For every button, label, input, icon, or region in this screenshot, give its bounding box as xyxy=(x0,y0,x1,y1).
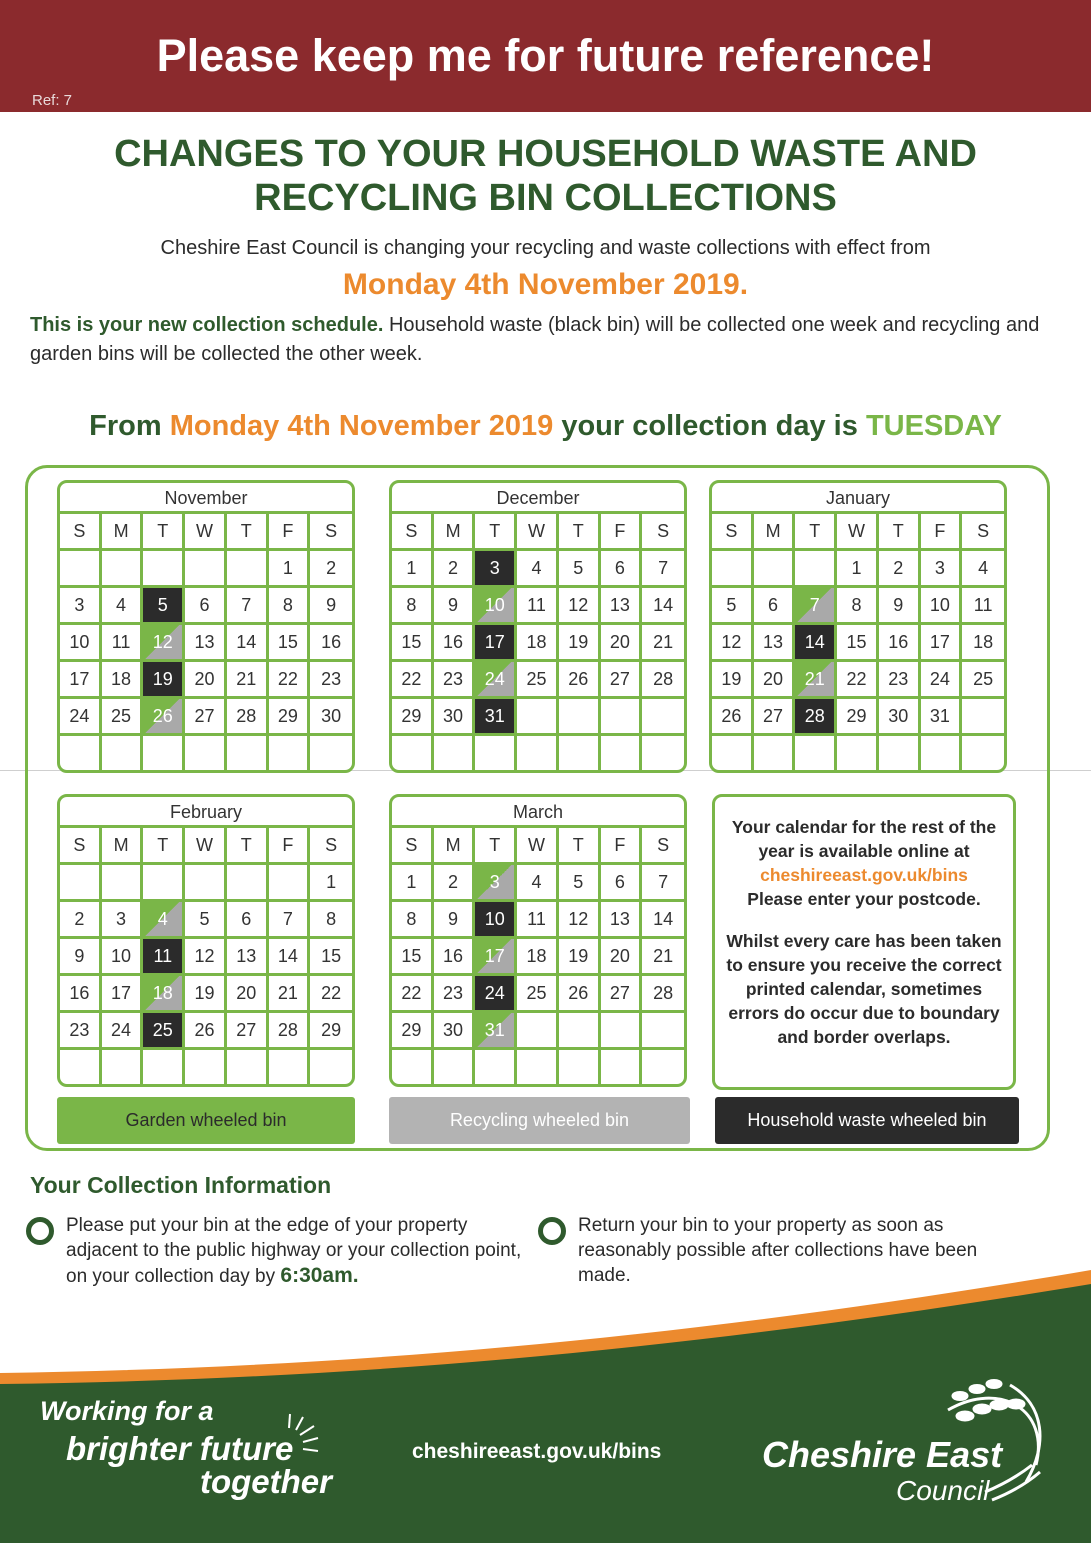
day-cell-household-collection: 14 xyxy=(795,625,837,662)
legend-household-bin: Household waste wheeled bin xyxy=(715,1097,1019,1144)
day-cell: 1 xyxy=(837,551,879,588)
day-cell: 12 xyxy=(712,625,754,662)
day-cell: 17 xyxy=(921,625,963,662)
day-cell: 12 xyxy=(185,939,227,976)
weekday-header: S xyxy=(60,514,102,551)
day-cell: 10 xyxy=(921,588,963,625)
legend-garden-bin: Garden wheeled bin xyxy=(57,1097,355,1144)
day-cell: 1 xyxy=(269,551,311,588)
day-cell: 11 xyxy=(102,625,144,662)
month-calendar-december xyxy=(389,480,687,773)
day-cell: 16 xyxy=(434,939,476,976)
day-cell: 22 xyxy=(269,662,311,699)
day-cell: 17 xyxy=(60,662,102,699)
circle-bullet-icon xyxy=(26,1217,54,1245)
weekday-header: S xyxy=(642,828,684,865)
day-cell: 7 xyxy=(269,902,311,939)
collection-day-line xyxy=(0,410,1091,443)
day-cell: 16 xyxy=(434,625,476,662)
weekday-header: S xyxy=(392,514,434,551)
page-title-line-2: RECYCLING BIN COLLECTIONS xyxy=(254,177,837,219)
day-cell: 13 xyxy=(754,625,796,662)
day-cell: 23 xyxy=(60,1013,102,1050)
weekday-header: W xyxy=(185,828,227,865)
day-cell: 7 xyxy=(642,551,684,588)
day-cell-household-collection: 19 xyxy=(143,662,185,699)
empty-day-cell xyxy=(227,865,269,902)
day-cell: 1 xyxy=(392,865,434,902)
empty-day-cell xyxy=(434,736,476,773)
day-cell: 19 xyxy=(712,662,754,699)
day-cell: 15 xyxy=(392,625,434,662)
weekday-header: T xyxy=(879,514,921,551)
day-cell-household-collection: 10 xyxy=(475,902,517,939)
day-cell: 6 xyxy=(601,865,643,902)
day-cell: 28 xyxy=(227,699,269,736)
weekday-header: F xyxy=(601,514,643,551)
day-cell: 21 xyxy=(269,976,311,1013)
day-cell: 4 xyxy=(517,551,559,588)
empty-day-cell xyxy=(434,1050,476,1087)
day-cell: 12 xyxy=(559,902,601,939)
day-cell: 11 xyxy=(517,588,559,625)
day-cell: 10 xyxy=(102,939,144,976)
legend-recycling-bin: Recycling wheeled bin xyxy=(389,1097,690,1144)
day-cell: 28 xyxy=(642,976,684,1013)
day-cell: 29 xyxy=(310,1013,352,1050)
start-date: Monday 4th November 2019. xyxy=(342,268,749,301)
tagline-line-2: brighter future xyxy=(66,1430,294,1467)
weekday-header: S xyxy=(310,828,352,865)
day-cell: 24 xyxy=(60,699,102,736)
day-cell: 4 xyxy=(962,551,1004,588)
month-grid xyxy=(712,511,1004,773)
empty-day-cell xyxy=(269,865,311,902)
day-cell: 27 xyxy=(227,1013,269,1050)
day-cell: 13 xyxy=(601,902,643,939)
empty-day-cell xyxy=(310,1050,352,1087)
day-cell: 13 xyxy=(601,588,643,625)
day-cell-garden-recycling-collection: 7 xyxy=(795,588,837,625)
day-cell: 23 xyxy=(434,662,476,699)
day-cell: 5 xyxy=(712,588,754,625)
day-cell: 15 xyxy=(310,939,352,976)
collection-info-item-2: Return your bin to your property as soon as reasonably possible after collections have been made. xyxy=(578,1215,978,1286)
day-cell: 15 xyxy=(269,625,311,662)
day-cell: 22 xyxy=(392,976,434,1013)
day-cell: 20 xyxy=(185,662,227,699)
empty-day-cell xyxy=(102,865,144,902)
schedule-text: Household waste (black bin) will be collected one week and recycling and garden bins will be collected the other week. xyxy=(30,314,1040,365)
empty-day-cell xyxy=(60,1050,102,1087)
empty-day-cell xyxy=(517,699,559,736)
weekday-header: M xyxy=(102,828,144,865)
day-cell: 3 xyxy=(102,902,144,939)
month-calendar-january xyxy=(709,480,1007,773)
day-cell: 21 xyxy=(642,939,684,976)
month-calendar-february xyxy=(57,794,355,1087)
empty-day-cell xyxy=(642,699,684,736)
collection-day-prefix: From xyxy=(89,410,170,442)
collection-info-title: Your Collection Information xyxy=(30,1172,332,1198)
day-cell: 20 xyxy=(601,625,643,662)
empty-day-cell xyxy=(795,551,837,588)
day-cell-household-collection: 31 xyxy=(475,699,517,736)
day-cell: 2 xyxy=(310,551,352,588)
circle-bullet-icon xyxy=(538,1217,566,1245)
day-cell: 27 xyxy=(754,699,796,736)
day-cell: 5 xyxy=(559,865,601,902)
day-cell-garden-recycling-collection: 31 xyxy=(475,1013,517,1050)
day-cell-garden-recycling-collection: 17 xyxy=(475,939,517,976)
empty-day-cell xyxy=(517,736,559,773)
day-cell: 28 xyxy=(642,662,684,699)
empty-day-cell xyxy=(517,1050,559,1087)
day-cell: 2 xyxy=(434,865,476,902)
empty-day-cell xyxy=(559,1050,601,1087)
weekday-header: W xyxy=(837,514,879,551)
weekday-header: W xyxy=(517,514,559,551)
day-cell: 6 xyxy=(227,902,269,939)
weekday-header: T xyxy=(143,514,185,551)
schedule-bold: This is your new collection schedule. xyxy=(30,314,384,336)
day-cell-garden-recycling-collection: 21 xyxy=(795,662,837,699)
collection-time: 6:30am. xyxy=(280,1264,359,1287)
weekday-header: T xyxy=(227,514,269,551)
day-cell: 13 xyxy=(227,939,269,976)
empty-day-cell xyxy=(642,1050,684,1087)
empty-day-cell xyxy=(642,1013,684,1050)
day-cell: 19 xyxy=(559,625,601,662)
day-cell: 14 xyxy=(642,588,684,625)
day-cell: 20 xyxy=(227,976,269,1013)
day-cell-household-collection: 28 xyxy=(795,699,837,736)
day-cell: 6 xyxy=(754,588,796,625)
weekday-header: T xyxy=(475,514,517,551)
tagline-line-3: together xyxy=(200,1463,332,1500)
empty-day-cell xyxy=(185,865,227,902)
day-cell: 7 xyxy=(642,865,684,902)
day-cell: 17 xyxy=(102,976,144,1013)
page-title-line-1: CHANGES TO YOUR HOUSEHOLD WASTE AND xyxy=(114,133,977,175)
day-cell: 18 xyxy=(517,939,559,976)
day-cell: 8 xyxy=(269,588,311,625)
empty-day-cell xyxy=(269,736,311,773)
month-name: November xyxy=(164,488,248,508)
collection-day-weekday: TUESDAY xyxy=(865,410,1002,442)
empty-day-cell xyxy=(102,1050,144,1087)
day-cell: 27 xyxy=(601,662,643,699)
day-cell: 6 xyxy=(185,588,227,625)
day-cell: 9 xyxy=(879,588,921,625)
empty-day-cell xyxy=(102,736,144,773)
day-cell: 29 xyxy=(392,1013,434,1050)
day-cell: 23 xyxy=(879,662,921,699)
month-calendar-march xyxy=(389,794,687,1087)
day-cell: 25 xyxy=(517,662,559,699)
empty-day-cell xyxy=(559,1013,601,1050)
day-cell: 19 xyxy=(559,939,601,976)
day-cell: 25 xyxy=(962,662,1004,699)
empty-day-cell xyxy=(102,551,144,588)
day-cell: 22 xyxy=(310,976,352,1013)
empty-day-cell xyxy=(143,736,185,773)
empty-day-cell xyxy=(712,736,754,773)
empty-day-cell xyxy=(185,551,227,588)
day-cell: 26 xyxy=(185,1013,227,1050)
day-cell: 20 xyxy=(601,939,643,976)
collection-info-item-1-text: Please put your bin at the edge of your property adjacent to the public highway or your collection point, on your collection day by xyxy=(66,1215,522,1287)
page-title xyxy=(60,132,1031,220)
empty-day-cell xyxy=(227,736,269,773)
day-cell-household-collection: 11 xyxy=(143,939,185,976)
day-cell: 29 xyxy=(837,699,879,736)
day-cell: 30 xyxy=(879,699,921,736)
day-cell: 14 xyxy=(642,902,684,939)
empty-day-cell xyxy=(392,1050,434,1087)
day-cell: 8 xyxy=(310,902,352,939)
footer-url[interactable]: cheshireeast.gov.uk/bins xyxy=(412,1440,662,1463)
empty-day-cell xyxy=(795,736,837,773)
empty-day-cell xyxy=(879,736,921,773)
empty-day-cell xyxy=(60,865,102,902)
day-cell: 14 xyxy=(227,625,269,662)
empty-day-cell xyxy=(227,551,269,588)
day-cell: 16 xyxy=(60,976,102,1013)
day-cell: 9 xyxy=(60,939,102,976)
day-cell: 15 xyxy=(837,625,879,662)
empty-day-cell xyxy=(754,736,796,773)
month-name: January xyxy=(825,488,891,508)
reference-number: Ref: 7 xyxy=(32,92,73,109)
weekday-header: T xyxy=(143,828,185,865)
empty-day-cell xyxy=(642,736,684,773)
day-cell: 3 xyxy=(60,588,102,625)
day-cell: 19 xyxy=(185,976,227,1013)
empty-day-cell xyxy=(601,1013,643,1050)
empty-day-cell xyxy=(712,551,754,588)
day-cell: 27 xyxy=(601,976,643,1013)
day-cell: 1 xyxy=(392,551,434,588)
weekday-header: F xyxy=(601,828,643,865)
weekday-header: T xyxy=(559,828,601,865)
month-grid xyxy=(60,825,352,1087)
weekday-header: W xyxy=(517,828,559,865)
day-cell: 28 xyxy=(269,1013,311,1050)
day-cell: 30 xyxy=(310,699,352,736)
empty-day-cell xyxy=(310,736,352,773)
schedule-description xyxy=(30,311,1040,369)
day-cell: 14 xyxy=(269,939,311,976)
day-cell: 25 xyxy=(102,699,144,736)
month-name: December xyxy=(496,488,580,508)
day-cell: 30 xyxy=(434,1013,476,1050)
weekday-header: F xyxy=(921,514,963,551)
weekday-header: M xyxy=(754,514,796,551)
day-cell: 29 xyxy=(269,699,311,736)
weekday-header: T xyxy=(475,828,517,865)
day-cell: 6 xyxy=(601,551,643,588)
day-cell: 11 xyxy=(962,588,1004,625)
day-cell: 2 xyxy=(879,551,921,588)
day-cell-household-collection: 24 xyxy=(475,976,517,1013)
day-cell-garden-recycling-collection: 3 xyxy=(475,865,517,902)
day-cell: 22 xyxy=(837,662,879,699)
day-cell-garden-recycling-collection: 24 xyxy=(475,662,517,699)
weekday-header: S xyxy=(642,514,684,551)
online-calendar-text: Your calendar for the rest of the year is available online at xyxy=(731,817,997,861)
month-calendar-november xyxy=(57,480,355,773)
day-cell: 9 xyxy=(310,588,352,625)
day-cell: 24 xyxy=(921,662,963,699)
weekday-header: S xyxy=(310,514,352,551)
disclaimer-text: Whilst every care has been taken to ensure you receive the correct printed calendar, sometimes errors do occur due to boundary and border overlaps. xyxy=(726,931,1002,1047)
day-cell: 30 xyxy=(434,699,476,736)
day-cell: 5 xyxy=(559,551,601,588)
weekday-header: T xyxy=(559,514,601,551)
day-cell: 8 xyxy=(392,902,434,939)
day-cell: 2 xyxy=(60,902,102,939)
day-cell: 21 xyxy=(227,662,269,699)
day-cell-garden-recycling-collection: 12 xyxy=(143,625,185,662)
empty-day-cell xyxy=(601,1050,643,1087)
weekday-header: M xyxy=(434,828,476,865)
day-cell: 26 xyxy=(712,699,754,736)
day-cell: 7 xyxy=(227,588,269,625)
day-cell: 1 xyxy=(310,865,352,902)
day-cell: 18 xyxy=(102,662,144,699)
day-cell: 15 xyxy=(392,939,434,976)
council-logo-sub: Council xyxy=(896,1475,990,1506)
day-cell: 18 xyxy=(517,625,559,662)
day-cell-garden-recycling-collection: 4 xyxy=(143,902,185,939)
empty-day-cell xyxy=(392,736,434,773)
empty-day-cell xyxy=(227,1050,269,1087)
month-grid xyxy=(392,825,684,1087)
empty-day-cell xyxy=(269,1050,311,1087)
empty-day-cell xyxy=(60,551,102,588)
day-cell: 20 xyxy=(754,662,796,699)
postcode-instruction: Please enter your postcode. xyxy=(747,889,981,909)
weekday-header: S xyxy=(392,828,434,865)
empty-day-cell xyxy=(143,865,185,902)
day-cell: 22 xyxy=(392,662,434,699)
day-cell-household-collection: 5 xyxy=(143,588,185,625)
intro-text: Cheshire East Council is changing your recycling and waste collections with effect from xyxy=(160,237,931,259)
tagline-line-1: Working for a xyxy=(40,1396,214,1426)
day-cell: 11 xyxy=(517,902,559,939)
online-calendar-info xyxy=(712,794,1016,1090)
day-cell: 16 xyxy=(879,625,921,662)
empty-day-cell xyxy=(962,699,1004,736)
month-name: February xyxy=(169,802,243,822)
empty-day-cell xyxy=(837,736,879,773)
day-cell: 21 xyxy=(642,625,684,662)
day-cell-garden-recycling-collection: 18 xyxy=(143,976,185,1013)
weekday-header: T xyxy=(795,514,837,551)
day-cell-household-collection: 17 xyxy=(475,625,517,662)
month-grid xyxy=(392,511,684,773)
day-cell: 26 xyxy=(559,662,601,699)
online-calendar-link[interactable]: cheshireeast.gov.uk/bins xyxy=(760,865,968,885)
weekday-header: S xyxy=(962,514,1004,551)
collection-day-middle: your collection day is xyxy=(553,410,866,442)
day-cell: 2 xyxy=(434,551,476,588)
weekday-header: M xyxy=(434,514,476,551)
day-cell: 26 xyxy=(559,976,601,1013)
empty-day-cell xyxy=(601,699,643,736)
day-cell: 23 xyxy=(434,976,476,1013)
day-cell-garden-recycling-collection: 26 xyxy=(143,699,185,736)
month-name: March xyxy=(512,802,563,822)
empty-day-cell xyxy=(185,1050,227,1087)
empty-day-cell xyxy=(601,736,643,773)
day-cell: 27 xyxy=(185,699,227,736)
weekday-header: M xyxy=(102,514,144,551)
day-cell: 9 xyxy=(434,902,476,939)
day-cell: 18 xyxy=(962,625,1004,662)
day-cell-household-collection: 25 xyxy=(143,1013,185,1050)
empty-day-cell xyxy=(143,551,185,588)
day-cell: 8 xyxy=(837,588,879,625)
council-logo-name: Cheshire East xyxy=(762,1434,1003,1475)
day-cell: 16 xyxy=(310,625,352,662)
weekday-header: S xyxy=(60,828,102,865)
empty-day-cell xyxy=(559,699,601,736)
banner-title: Please keep me for future reference! xyxy=(156,30,935,81)
day-cell: 3 xyxy=(921,551,963,588)
day-cell: 4 xyxy=(517,865,559,902)
day-cell: 5 xyxy=(185,902,227,939)
day-cell: 23 xyxy=(310,662,352,699)
weekday-header: T xyxy=(227,828,269,865)
day-cell: 4 xyxy=(102,588,144,625)
empty-day-cell xyxy=(921,736,963,773)
day-cell-garden-recycling-collection: 10 xyxy=(475,588,517,625)
empty-day-cell xyxy=(962,736,1004,773)
empty-day-cell xyxy=(754,551,796,588)
weekday-header: S xyxy=(712,514,754,551)
empty-day-cell xyxy=(185,736,227,773)
day-cell: 31 xyxy=(921,699,963,736)
day-cell: 8 xyxy=(392,588,434,625)
weekday-header: W xyxy=(185,514,227,551)
day-cell: 24 xyxy=(102,1013,144,1050)
day-cell: 12 xyxy=(559,588,601,625)
day-cell: 10 xyxy=(60,625,102,662)
day-cell: 29 xyxy=(392,699,434,736)
empty-day-cell xyxy=(517,1013,559,1050)
empty-day-cell xyxy=(475,736,517,773)
weekday-header: F xyxy=(269,514,311,551)
day-cell: 13 xyxy=(185,625,227,662)
empty-day-cell xyxy=(559,736,601,773)
day-cell-household-collection: 3 xyxy=(475,551,517,588)
day-cell: 9 xyxy=(434,588,476,625)
weekday-header: F xyxy=(269,828,311,865)
empty-day-cell xyxy=(143,1050,185,1087)
empty-day-cell xyxy=(60,736,102,773)
day-cell: 25 xyxy=(517,976,559,1013)
collection-day-date: Monday 4th November 2019 xyxy=(169,410,554,442)
month-grid xyxy=(60,511,352,773)
empty-day-cell xyxy=(475,1050,517,1087)
